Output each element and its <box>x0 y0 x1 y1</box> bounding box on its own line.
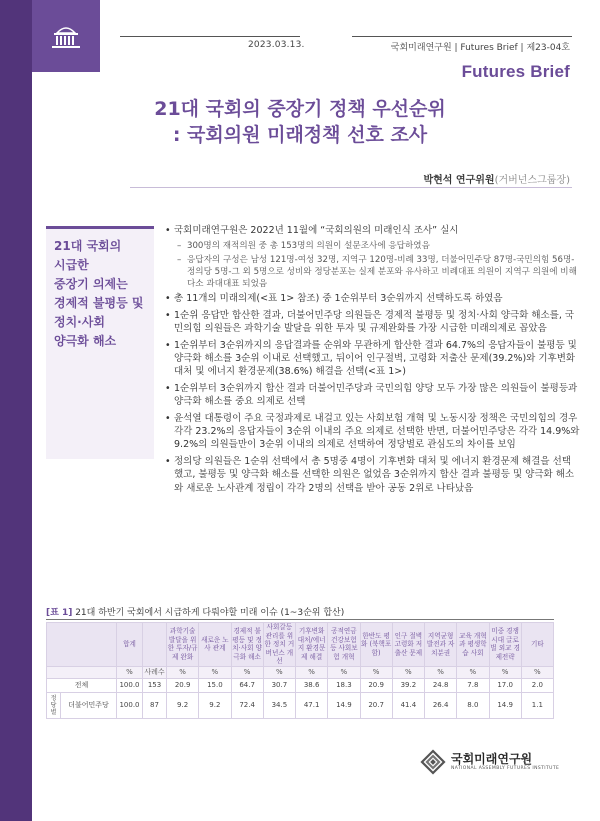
unit-cell: % <box>489 666 521 678</box>
table-tag: [표 1] <box>46 608 73 618</box>
table-cell: 2.0 <box>521 678 553 692</box>
sidebar-line: 경제적 불평등 및 <box>54 296 144 310</box>
header-blank <box>47 623 117 667</box>
unit-cell: % <box>328 666 360 678</box>
unit-cell: 사례수 <box>144 668 165 676</box>
table-cell: 47.1 <box>296 692 328 718</box>
summary-sidebar <box>46 226 154 459</box>
bullet-item: • 정의당 의원들은 1순위 선택에서 총 5명중 4명이 기후변화 대처 및 에너지 환경문제 해결을 선택했고, 불평등 및 양극화 해소를 선택한 의원은 없었음 3순위까지 합산 결과 불평등 및 양극화 해소와 새로운 노사관계 정립이 각각 2명의 선택을 받아 공동 2위로 나타났음 <box>165 455 580 495</box>
column-header: 공적연금 건강보험 등 사회보험 개혁 <box>328 623 360 667</box>
column-header: 새로운 노사 관계 <box>199 623 231 667</box>
table-cell: 8.0 <box>457 692 489 718</box>
table-cell: 34.5 <box>263 692 295 718</box>
column-header: 과학기술 발달을 위한 투자/규제 완화 <box>167 623 199 667</box>
table-cell: 9.2 <box>167 692 199 718</box>
column-header: 미중 경쟁시대 글로벌 외교 경제전략 <box>489 623 521 667</box>
table-cell: 17.0 <box>489 678 521 692</box>
units-blank <box>47 666 117 678</box>
institute-name-en: NATIONAL ASSEMBLY FUTURES INSTITUTE <box>451 766 560 771</box>
publish-date: 2023.03.13. <box>248 40 305 50</box>
bullet-item: • 1순위부터 3순위까지의 응답결과를 순위와 무관하게 합산한 결과 64.7%의 응답자들이 불평등 및 양극화 해소를 3순위 이내로 선택했고, 뒤이어 인구절벽, 고령화 저출산 문제(39.2%)와 기후변화 대처 및 에너지 환경문제(38.6%) 해결을 선택(<표 1>) <box>165 339 580 379</box>
table-cell: 64.7 <box>231 678 263 692</box>
column-header: 교육 개혁과 평생학습 사회 <box>457 623 489 667</box>
unit-cell: % <box>425 666 457 678</box>
column-header <box>143 623 167 667</box>
page-title <box>0 96 600 148</box>
column-header: 기타 <box>521 623 553 667</box>
column-header: 인구 절벽 고령화 저출산 문제 <box>392 623 424 667</box>
sub-item: – 300명의 재적의원 중 총 153명의 의원이 설문조사에 응답하였음 <box>165 240 580 252</box>
table-header-row <box>47 623 554 667</box>
table-row <box>47 692 554 718</box>
table-cell: 18.3 <box>328 678 360 692</box>
body-text <box>165 224 580 498</box>
unit-cell: % <box>296 666 328 678</box>
unit-cell: % <box>360 666 392 678</box>
table-caption <box>46 605 344 618</box>
institute-name: 국회미래연구원 <box>451 752 533 766</box>
row-label: 전체 <box>47 678 117 692</box>
title-line-1: 21대 국회의 중장기 정책 우선순위 <box>154 98 446 120</box>
sub-item: – 응답자의 구성은 남성 121명-여성 32명, 지역구 120명-비례 33명, 더불어민주당 87명-국민의힘 56명-정의당 5명-그 외 5명으로 성비와 정당분포는 실제 분포와 유사하고 비례대표 의원이 지역구 의원에 비해 다소 과대대표 되었음 <box>165 254 580 290</box>
table-row <box>47 678 554 692</box>
brand-title: Futures Brief <box>461 62 570 81</box>
sidebar-line: 정치·사회 <box>54 315 105 329</box>
title-line-2: : 국회의원 미래정책 선호 조사 <box>172 124 428 146</box>
assembly-building-icon <box>49 21 83 51</box>
sidebar-line: 시급한 <box>54 258 89 272</box>
table-cell: 14.9 <box>328 692 360 718</box>
sidebar-text <box>46 229 154 351</box>
table-rule <box>46 619 554 620</box>
unit-cell: % <box>521 666 553 678</box>
table-cell: 72.4 <box>231 692 263 718</box>
row-group-label: 정당별 <box>47 692 61 718</box>
unit-cell: % <box>231 666 263 678</box>
column-header: 사회갈등 관리를 위한 정치 거버넌스 개선 <box>264 623 295 665</box>
table-cell: 20.9 <box>360 678 392 692</box>
unit-cell: % <box>392 666 424 678</box>
table-cell: 24.8 <box>425 678 457 692</box>
row-label: 더불어민주당 <box>61 692 117 718</box>
institute-logo-icon <box>420 749 446 775</box>
table-cell: 14.9 <box>489 692 521 718</box>
author-org: (거버넌스그룹장) <box>494 175 570 186</box>
column-header: 경제적 불평등 및 정치·사회 양극화 해소 <box>231 623 263 667</box>
table-cell: 1.1 <box>521 692 553 718</box>
author-name: 박현석 연구위원 <box>423 175 495 186</box>
bullet-item: • 윤석열 대통령이 주요 국정과제로 내걸고 있는 사회보험 개혁 및 노동시장 정책은 국민의힘의 경우 각각 23.2%의 응답자들이 3순위 이내의 주요 의제로 선택한 반면, 더불어민주당은 각각 14.9%와 9.2%의 의원들만이 3순위 이내의 의제로 선택하여 정당별로 관심도의 차이를 보임 <box>165 412 580 452</box>
table-cell: 38.6 <box>296 678 328 692</box>
unit-cell: % <box>117 666 143 678</box>
unit-cell: % <box>457 666 489 678</box>
table-cell: 100.0 <box>117 678 143 692</box>
table-cell: 26.4 <box>425 692 457 718</box>
table-caption-text: 21대 하반기 국회에서 시급하게 다뤄야할 미래 이슈 (1~3순위 합산) <box>75 608 345 618</box>
table-cell: 39.2 <box>392 678 424 692</box>
bullet-item: • 1순위부터 3순위까지 합산 결과 더불어민주당과 국민의힘 양당 모두 가장 많은 의원들이 불평등과 양극화 해소를 중요 의제로 선택 <box>165 382 580 409</box>
bullet-item: • 국회미래연구원은 2022년 11월에 “국회의원의 미래인식 조사” 실시 <box>165 224 580 237</box>
table-units-row <box>47 666 554 678</box>
author-rule <box>130 187 572 188</box>
logo-box <box>32 0 100 72</box>
author <box>423 171 570 186</box>
bullet-item: • 총 11개의 미래의제(<표 1> 참조) 중 1순위부터 3순위까지 선택하도록 하였음 <box>165 292 580 305</box>
table-cell: 15.0 <box>199 678 231 692</box>
issue-info: 국회미래연구원 | Futures Brief | 제23-04호 <box>390 43 570 53</box>
table-cell: 87 <box>143 692 167 718</box>
table-cell: 9.2 <box>199 692 231 718</box>
column-header: 합계 <box>117 623 143 667</box>
table-cell: 153 <box>143 678 167 692</box>
column-header: 기후변화 대처/에너지 환경문제 해결 <box>296 623 328 667</box>
data-table <box>46 622 554 719</box>
unit-cell: % <box>263 666 295 678</box>
table-cell: 41.4 <box>392 692 424 718</box>
column-header: 한반도 평화 (북핵포함) <box>360 623 392 667</box>
unit-cell: % <box>167 666 199 678</box>
header-rule <box>120 36 572 37</box>
table-cell: 20.7 <box>360 692 392 718</box>
table-cell: 100.0 <box>117 692 143 718</box>
sidebar-line: 양극화 해소 <box>54 334 117 348</box>
table-cell: 20.9 <box>167 678 199 692</box>
table-cell: 30.7 <box>263 678 295 692</box>
table-cell: 7.8 <box>457 678 489 692</box>
bullet-item: • 1순위 응답만 합산한 결과, 더불어민주당 의원들은 경제적 불평등 및 정치·사회 양극화 해소를, 국민의힘 의원들은 과학기술 발달을 위한 투자 및 규제완화를 가장 시급한 미래의제로 꼽았음 <box>165 309 580 336</box>
sidebar-line: 중장기 의제는 <box>54 277 128 291</box>
unit-cell: % <box>199 666 231 678</box>
column-header: 지역균형 발전과 자치분권 <box>425 623 457 667</box>
sidebar-line: 21대 국회의 <box>54 239 122 253</box>
